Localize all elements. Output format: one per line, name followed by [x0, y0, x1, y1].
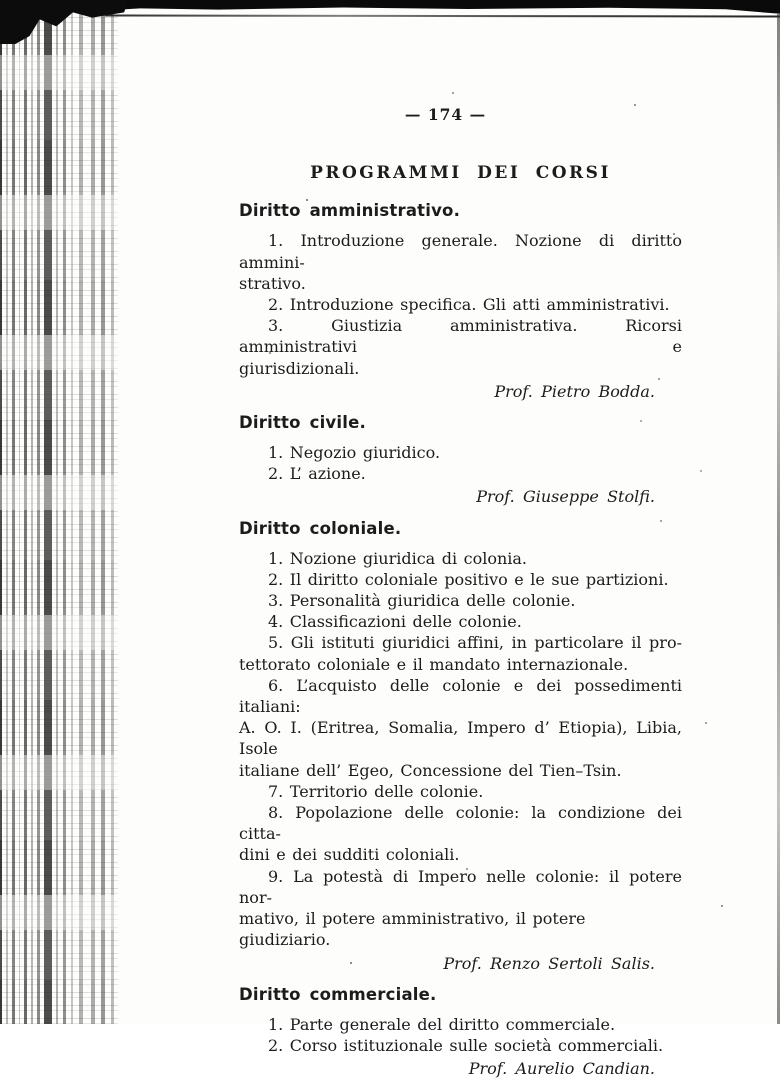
text-line: mativo, il potere amministrativo, il potere giudiziario. [239, 909, 586, 950]
text-line: 3. Personalità giuridica delle colonie. [268, 591, 576, 611]
professor-credit: Prof. Aurelio Candian. [468, 1059, 655, 1079]
page-title: PROGRAMMI DEI CORSI [310, 163, 611, 184]
text-line: 2. Corso istituzionale sulle società commerciali. [268, 1035, 664, 1055]
course-section [239, 518, 682, 974]
text-line: 6. L’acquisto delle colonie e dei possedimenti italiani: [239, 675, 682, 717]
course-item [239, 294, 682, 315]
page-number: — 174 — [404, 105, 487, 124]
course-item [239, 230, 682, 294]
course-item [239, 315, 682, 379]
course-item [239, 569, 682, 590]
course-item [239, 442, 682, 463]
text-line: 1. Introduzione generale. Nozione di diritto ammini- [239, 231, 682, 272]
page-top-edge-line [105, 15, 780, 18]
course-item [239, 463, 682, 484]
text-line: 2. Introduzione specifica. Gli atti amministrativi. [268, 295, 670, 315]
course-section [239, 200, 682, 402]
book-binding-fade-artifact [0, 0, 118, 1024]
course-section [239, 984, 682, 1080]
text-line: strativo. [239, 273, 306, 293]
text-line: 2. Il diritto coloniale positivo e le sue partizioni. [268, 569, 669, 589]
text-line: dini e dei sudditi coloniali. [239, 845, 460, 865]
course-item [239, 590, 682, 611]
course-section [239, 412, 682, 508]
course-item [239, 611, 682, 632]
text-line: 4. Classificazioni delle colonie. [268, 612, 522, 632]
course-heading: Diritto amministrativo. [239, 201, 461, 221]
course-item [239, 866, 682, 951]
text-line: A. O. I. (Eritrea, Somalia, Impero d’ Etiopia), Libia, Isole [239, 718, 682, 759]
course-item [239, 548, 682, 569]
text-line: giurisdizionali. [239, 358, 360, 378]
text-line: 1. Nozione giuridica di colonia. [268, 548, 527, 568]
text-line: 9. La potestà di Impero nelle colonie: il potere nor- [239, 866, 682, 907]
professor-credit: Prof. Pietro Bodda. [494, 381, 655, 401]
text-line: 8. Popolazione delle colonie: la condizione dei citta- [239, 803, 682, 844]
course-heading: Diritto coloniale. [239, 518, 402, 538]
text-line: 2. L’ azione. [268, 464, 366, 484]
text-line: 1. Negozio giuridico. [268, 443, 441, 463]
text-line: tettorato coloniale e il mandato internazionale. [239, 654, 629, 674]
course-item [239, 802, 682, 866]
course-item [239, 781, 682, 802]
course-heading: Diritto commerciale. [239, 984, 437, 1004]
text-line: 5. Gli istituti giuridici affini, in particolare il pro- [268, 633, 682, 653]
professor-credit: Prof. Renzo Sertoli Salis. [443, 953, 655, 973]
course-sections [239, 200, 682, 1079]
course-item [239, 632, 682, 674]
scan-noise-specks [0, 0, 2, 2]
text-line: 3. Giustizia amministrativa. Ricorsi amministrativi e [239, 316, 682, 357]
course-item [239, 675, 682, 781]
course-item [239, 1014, 682, 1035]
professor-credit: Prof. Giuseppe Stolfi. [476, 487, 655, 507]
text-line: 1. Parte generale del diritto commerciale. [268, 1014, 616, 1034]
course-heading: Diritto civile. [239, 413, 366, 433]
course-item [239, 1035, 682, 1056]
text-line: italiane dell’ Egeo, Concessione del Tien–Tsin. [239, 760, 622, 780]
page-content [239, 104, 682, 1089]
text-line: 7. Territorio delle colonie. [268, 781, 484, 801]
